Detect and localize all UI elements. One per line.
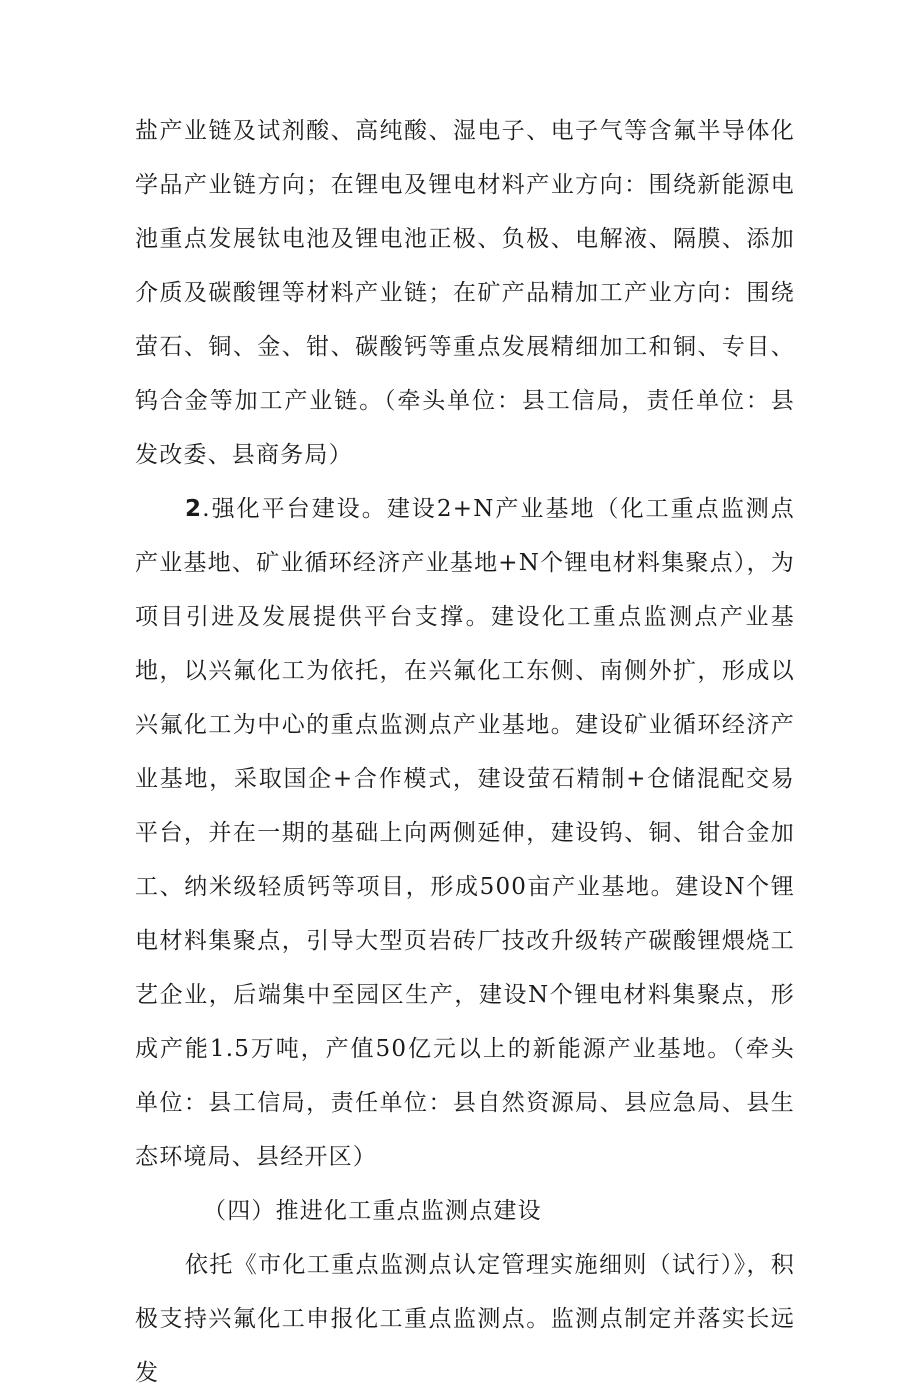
paragraph-monitoring-point: 依托《市化工重点监测点认定管理实施细则（试行）》，积极支持兴氟化工申报化工重点监测点。监测点制定并落实长远发 bbox=[135, 1252, 795, 1386]
document-body bbox=[135, 104, 795, 1400]
paragraph-industry-chains: 盐产业链及试剂酸、高纯酸、湿电子、电子气等含氟半导体化学品产业链方向；在锂电及锂电材料产业方向：围绕新能源电池重点发展钛电池及锂电池正极、负极、电解液、隔膜、添加介质及碳酸锂等材料产业链；在矿产品精加工产业方向：围绕萤石、铜、金、钳、碳酸钙等重点发展精细加工和铜、专目、钨合金等加工产业链。（牵头单位：县工信局，责任单位：县发改委、县商务局） bbox=[135, 118, 795, 468]
item-number: 2 bbox=[185, 496, 203, 522]
item-text: .强化平台建设。建设2+N产业基地（化工重点监测点产业基地、矿业循环经济产业基地+N个锂电材料集聚点），为项目引进及发展提供平台支撑。建设化工重点监测点产业基地，以兴氟化工为依托，在兴氟化工东侧、南侧外扩，形成以兴氟化工为中心的重点监测点产业基地。建设矿业循环经济产业基地，采取国企+合作模式，建设萤石精制+仓储混配交易平台，并在一期的基础上向两侧延伸，建设钨、铜、钳合金加工、纳米级轻质钙等项目，形成500亩产业基地。建设N个锂电材料集聚点，引导大型页岩砖厂技改升级转产碳酸锂煨烧工艺企业，后端集中至园区生产，建设N个锂电材料集聚点，形成产能1.5万吨，产值50亿元以上的新能源产业基地。（牵头单位：县工信局，责任单位：县自然资源局、县应急局、县生态环境局、县经开区） bbox=[135, 496, 795, 1170]
paragraph-platform-construction bbox=[135, 482, 795, 1184]
section-heading: （四）推进化工重点监测点建设 bbox=[203, 1198, 542, 1224]
